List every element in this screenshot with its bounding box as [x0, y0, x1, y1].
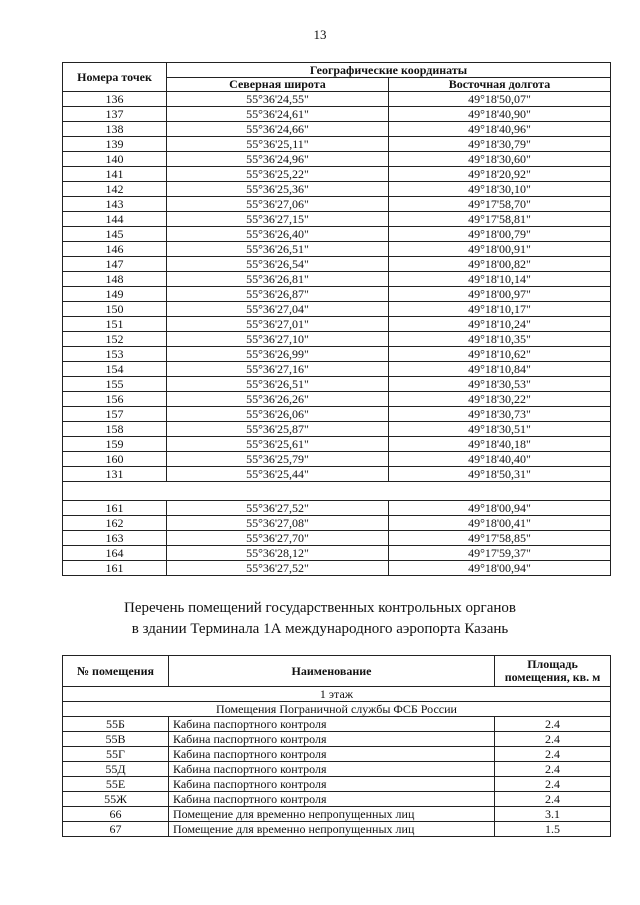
section-title-line-1: Перечень помещений государственных контрольных органов — [124, 600, 516, 616]
cell-number: 157 — [63, 407, 167, 422]
table-row — [63, 362, 611, 377]
blank-cell — [63, 482, 611, 501]
cell-longitude: 49°18'00,97" — [389, 287, 611, 302]
header-room-name: Наименование — [169, 656, 495, 687]
cell-latitude: 55°36'28,12" — [167, 546, 389, 561]
table-row — [63, 317, 611, 332]
cell-longitude: 49°18'40,90" — [389, 107, 611, 122]
cell-number: 55Е — [63, 777, 169, 792]
table-row — [63, 531, 611, 546]
table-row — [63, 92, 611, 107]
cell-area: 2.4 — [495, 777, 611, 792]
cell-number: 138 — [63, 122, 167, 137]
cell-number: 154 — [63, 362, 167, 377]
cell-longitude: 49°18'10,35" — [389, 332, 611, 347]
cell-latitude: 55°36'25,87" — [167, 422, 389, 437]
table-row — [63, 747, 611, 762]
cell-name: Кабина паспортного контроля — [169, 792, 495, 807]
cell-latitude: 55°36'25,36" — [167, 182, 389, 197]
cell-longitude: 49°18'40,40" — [389, 452, 611, 467]
cell-number: 160 — [63, 452, 167, 467]
cell-number: 163 — [63, 531, 167, 546]
cell-longitude: 49°18'40,96" — [389, 122, 611, 137]
cell-name: Кабина паспортного контроля — [169, 732, 495, 747]
cell-latitude: 55°36'26,26" — [167, 392, 389, 407]
table-row — [63, 197, 611, 212]
cell-longitude: 49°18'30,53" — [389, 377, 611, 392]
cell-number: 148 — [63, 272, 167, 287]
floor-row — [63, 687, 611, 702]
cell-number: 164 — [63, 546, 167, 561]
header-coordinates: Географические координаты — [167, 63, 611, 78]
table-row — [63, 762, 611, 777]
table-row — [63, 807, 611, 822]
cell-latitude: 55°36'26,54" — [167, 257, 389, 272]
cell-number: 143 — [63, 197, 167, 212]
table-row — [63, 227, 611, 242]
cell-number: 151 — [63, 317, 167, 332]
cell-name: Помещение для временно непропущенных лиц — [169, 807, 495, 822]
cell-longitude: 49°18'50,07" — [389, 92, 611, 107]
table-row — [63, 332, 611, 347]
floor-label: 1 этаж — [63, 687, 611, 702]
cell-latitude: 55°36'26,81" — [167, 272, 389, 287]
cell-longitude: 49°18'30,10" — [389, 182, 611, 197]
cell-number: 162 — [63, 516, 167, 531]
header-room-area: Площадь помещения, кв. м — [495, 656, 611, 687]
table-row — [63, 501, 611, 516]
cell-latitude: 55°36'24,96" — [167, 152, 389, 167]
cell-number: 131 — [63, 467, 167, 482]
header-longitude: Восточная долгота — [389, 78, 611, 92]
cell-number: 155 — [63, 377, 167, 392]
cell-latitude: 55°36'27,16" — [167, 362, 389, 377]
group-label: Помещения Пограничной службы ФСБ России — [63, 702, 611, 717]
table-row — [63, 516, 611, 531]
cell-longitude: 49°18'10,24" — [389, 317, 611, 332]
cell-number: 55В — [63, 732, 169, 747]
cell-longitude: 49°18'10,84" — [389, 362, 611, 377]
cell-number: 136 — [63, 92, 167, 107]
cell-area: 2.4 — [495, 762, 611, 777]
cell-number: 55Ж — [63, 792, 169, 807]
table-row — [63, 347, 611, 362]
coords-group-1 — [63, 92, 611, 482]
cell-number: 161 — [63, 561, 167, 576]
cell-longitude: 49°18'00,91" — [389, 242, 611, 257]
cell-longitude: 49°18'10,17" — [389, 302, 611, 317]
cell-area: 2.4 — [495, 792, 611, 807]
table-row — [63, 167, 611, 182]
cell-longitude: 49°17'59,37" — [389, 546, 611, 561]
cell-latitude: 55°36'27,01" — [167, 317, 389, 332]
cell-number: 161 — [63, 501, 167, 516]
table-row — [63, 546, 611, 561]
table-row — [63, 452, 611, 467]
cell-area: 3.1 — [495, 807, 611, 822]
table-row — [63, 302, 611, 317]
table-row — [63, 272, 611, 287]
header-points: Номера точек — [63, 63, 167, 92]
cell-latitude: 55°36'24,55" — [167, 92, 389, 107]
section-title-line-2: в здании Терминала 1А международного аэропорта Казань — [131, 621, 509, 637]
cell-number: 140 — [63, 152, 167, 167]
cell-latitude: 55°36'25,11" — [167, 137, 389, 152]
cell-name: Помещение для временно непропущенных лиц — [169, 822, 495, 837]
cell-latitude: 55°36'27,10" — [167, 332, 389, 347]
cell-number: 150 — [63, 302, 167, 317]
cell-longitude: 49°18'10,14" — [389, 272, 611, 287]
cell-name: Кабина паспортного контроля — [169, 747, 495, 762]
coordinates-table — [62, 62, 611, 576]
header-latitude: Северная широта — [167, 78, 389, 92]
table-row — [63, 182, 611, 197]
table-row — [63, 422, 611, 437]
table-row — [63, 717, 611, 732]
table-row — [63, 822, 611, 837]
cell-longitude: 49°18'40,18" — [389, 437, 611, 452]
group-row — [63, 702, 611, 717]
cell-longitude: 49°18'10,62" — [389, 347, 611, 362]
table-row — [63, 137, 611, 152]
table-row — [63, 777, 611, 792]
table-row — [63, 407, 611, 422]
table-row — [63, 467, 611, 482]
cell-number: 145 — [63, 227, 167, 242]
blank-row — [63, 482, 611, 501]
cell-longitude: 49°18'20,92" — [389, 167, 611, 182]
cell-area: 2.4 — [495, 717, 611, 732]
cell-latitude: 55°36'27,08" — [167, 516, 389, 531]
table-row — [63, 732, 611, 747]
cell-number: 139 — [63, 137, 167, 152]
cell-number: 142 — [63, 182, 167, 197]
cell-latitude: 55°36'26,51" — [167, 242, 389, 257]
table-row — [63, 287, 611, 302]
cell-number: 146 — [63, 242, 167, 257]
table-row — [63, 561, 611, 576]
cell-longitude: 49°18'00,79" — [389, 227, 611, 242]
cell-longitude: 49°18'00,94" — [389, 561, 611, 576]
cell-longitude: 49°18'30,73" — [389, 407, 611, 422]
cell-number: 149 — [63, 287, 167, 302]
cell-longitude: 49°17'58,85" — [389, 531, 611, 546]
cell-number: 55Г — [63, 747, 169, 762]
table-row — [63, 212, 611, 227]
cell-name: Кабина паспортного контроля — [169, 762, 495, 777]
header-room-number: № помещения — [63, 656, 169, 687]
page-number: 13 — [313, 27, 327, 42]
cell-longitude: 49°18'30,51" — [389, 422, 611, 437]
table-row — [63, 792, 611, 807]
table-row — [63, 377, 611, 392]
cell-latitude: 55°36'25,79" — [167, 452, 389, 467]
cell-area: 2.4 — [495, 732, 611, 747]
cell-number: 153 — [63, 347, 167, 362]
cell-area: 2.4 — [495, 747, 611, 762]
cell-latitude: 55°36'27,52" — [167, 561, 389, 576]
cell-longitude: 49°17'58,81" — [389, 212, 611, 227]
cell-number: 141 — [63, 167, 167, 182]
cell-latitude: 55°36'27,06" — [167, 197, 389, 212]
rooms-table — [62, 655, 611, 837]
cell-number: 156 — [63, 392, 167, 407]
table-row — [63, 107, 611, 122]
cell-longitude: 49°18'00,94" — [389, 501, 611, 516]
cell-number: 137 — [63, 107, 167, 122]
rooms-header-row — [63, 656, 611, 687]
cell-number: 152 — [63, 332, 167, 347]
section-title — [0, 598, 640, 640]
cell-number: 159 — [63, 437, 167, 452]
cell-latitude: 55°36'24,66" — [167, 122, 389, 137]
cell-number: 67 — [63, 822, 169, 837]
cell-latitude: 55°36'27,52" — [167, 501, 389, 516]
cell-longitude: 49°18'30,22" — [389, 392, 611, 407]
cell-number: 147 — [63, 257, 167, 272]
cell-latitude: 55°36'24,61" — [167, 107, 389, 122]
cell-latitude: 55°36'27,04" — [167, 302, 389, 317]
cell-longitude: 49°18'00,82" — [389, 257, 611, 272]
cell-longitude: 49°18'50,31" — [389, 467, 611, 482]
cell-longitude: 49°18'30,79" — [389, 137, 611, 152]
table-row — [63, 242, 611, 257]
table-row — [63, 392, 611, 407]
cell-number: 158 — [63, 422, 167, 437]
table-row — [63, 437, 611, 452]
cell-number: 66 — [63, 807, 169, 822]
coords-separator — [63, 482, 611, 501]
cell-number: 55Б — [63, 717, 169, 732]
cell-latitude: 55°36'26,87" — [167, 287, 389, 302]
cell-latitude: 55°36'27,70" — [167, 531, 389, 546]
cell-latitude: 55°36'26,06" — [167, 407, 389, 422]
table-row — [63, 122, 611, 137]
cell-latitude: 55°36'27,15" — [167, 212, 389, 227]
cell-area: 1.5 — [495, 822, 611, 837]
cell-longitude: 49°18'30,60" — [389, 152, 611, 167]
cell-latitude: 55°36'25,61" — [167, 437, 389, 452]
cell-latitude: 55°36'26,99" — [167, 347, 389, 362]
table-row — [63, 152, 611, 167]
cell-latitude: 55°36'26,51" — [167, 377, 389, 392]
cell-longitude: 49°17'58,70" — [389, 197, 611, 212]
cell-latitude: 55°36'25,22" — [167, 167, 389, 182]
cell-longitude: 49°18'00,41" — [389, 516, 611, 531]
table-row — [63, 257, 611, 272]
coords-header-row — [63, 63, 611, 78]
coords-group-2 — [63, 501, 611, 576]
cell-latitude: 55°36'25,44" — [167, 467, 389, 482]
cell-name: Кабина паспортного контроля — [169, 777, 495, 792]
rooms-body — [63, 687, 611, 837]
cell-name: Кабина паспортного контроля — [169, 717, 495, 732]
cell-number: 55Д — [63, 762, 169, 777]
cell-latitude: 55°36'26,40" — [167, 227, 389, 242]
cell-number: 144 — [63, 212, 167, 227]
